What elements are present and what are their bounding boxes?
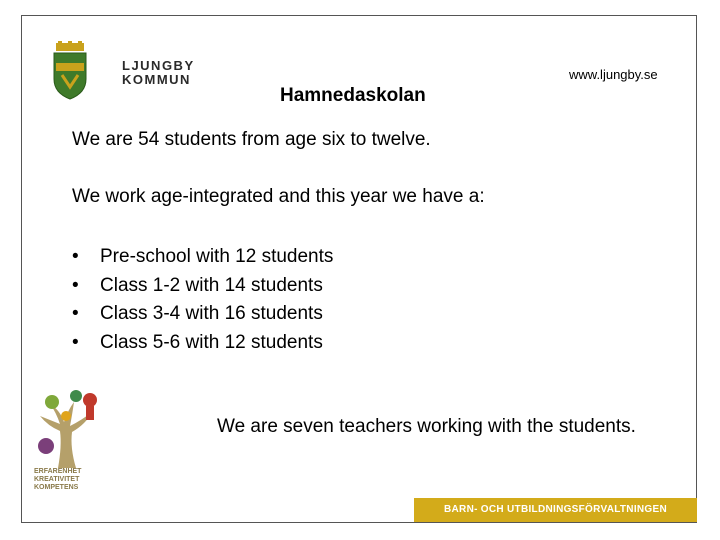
tree-logo-line-2: KREATIVITET: [34, 476, 80, 483]
website-url: www.ljungby.se: [569, 67, 658, 82]
tree-logo: [30, 376, 110, 496]
logo-line-2: KOMMUN: [122, 72, 191, 87]
structure-line: We work age-integrated and this year we have a:: [72, 186, 485, 207]
footer-bar: [414, 498, 697, 522]
tree-icon: [30, 376, 110, 471]
list-item: • Class 5-6 with 12 students: [72, 331, 323, 353]
footer-text: BARN- OCH UTBILDNINGSFÖRVALTNINGEN: [444, 504, 667, 515]
ljungby-kommun-logo: [52, 41, 195, 111]
list-item: • Pre-school with 12 students: [72, 246, 334, 267]
teachers-line: We are seven teachers working with the students.: [217, 416, 636, 437]
page-title: Hamnedaskolan: [280, 85, 426, 106]
list-item: • Class 1-2 with 14 students: [72, 274, 323, 296]
slide: [21, 15, 697, 523]
intro-line: We are 54 students from age six to twelve.: [72, 129, 431, 150]
logo-line-1: LJUNGBY: [122, 58, 195, 73]
tree-logo-line-1: ERFARENHET: [34, 468, 82, 475]
coat-of-arms-icon: [52, 41, 88, 101]
class-list: [72, 243, 333, 357]
tree-logo-line-3: KOMPETENS: [34, 484, 79, 491]
list-item: • Class 3-4 with 16 students: [72, 303, 323, 324]
